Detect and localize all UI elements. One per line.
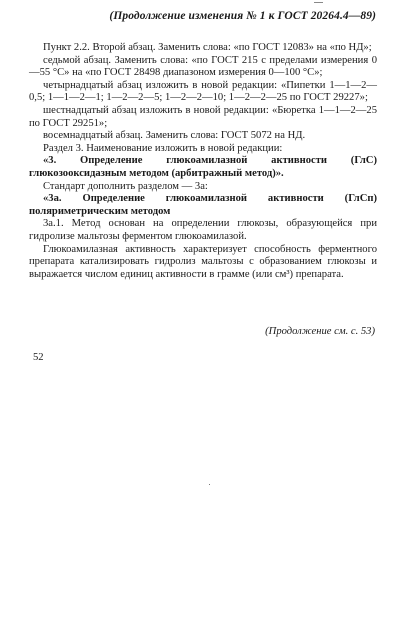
running-head: (Продолжение изменения № 1 к ГОСТ 20264.4—89) (109, 10, 376, 22)
paragraph-3: четырнадцатый абзац изложить в новой редакции: «Пипетки 1—1—2— 0,5; 1—1—2—1; 1—2—2—5; 1—2—2—10; 1—2—2—25 по ГОСТ 29227»; (29, 79, 377, 104)
paragraph-6: Раздел 3. Наименование изложить в новой редакции: (43, 142, 283, 154)
paragraph-11: Глюкоамилазная активность характеризует способность ферментного препарата катализировать гидролиз мальтозы с образованием глюкозы и выражается числом единиц активности в грамме (или см³) препарата. (29, 243, 377, 280)
scan-speck (209, 484, 210, 485)
paragraph-2: седьмой абзац. Заменить слова: «по ГОСТ 215 с пределами измерения 0—55 °С» на «по ГОСТ 28498 диапазоном измерения 0—100 °С»; (29, 54, 377, 79)
paragraph-5: восемнадцатый абзац. Заменить слова: ГОСТ 5072 на НД. (43, 130, 306, 142)
section-3-heading: «3. Определение глюкоамилазной активности (ГлС) глюкозооксидазным методом (арбитражный метод)». (29, 155, 377, 179)
document-body (29, 42, 377, 281)
continuation-note: (Продолжение см. с. 53) (265, 326, 375, 337)
scan-mark (314, 2, 323, 3)
paragraph-8: Стандарт дополнить разделом — 3а: (43, 180, 208, 192)
paragraph-1: Пункт 2.2. Второй абзац. Заменить слова: «по ГОСТ 12083» на «по НД»; (43, 42, 372, 53)
paragraph-10: 3а.1. Метод основан на определении глюкозы, образующейся при гидролизе мальтозы ферментом глюкоамилазой. (29, 218, 377, 242)
paragraph-4: шестнадцатый абзац изложить в новой редакции: «Бюретка 1—1—2—25 по ГОСТ 29251»; (29, 104, 377, 129)
section-3a-heading: «3а. Определение глюкоамилазной активности (ГлСп) поляриметрическим методом (29, 193, 377, 217)
page-number: 52 (33, 352, 44, 363)
